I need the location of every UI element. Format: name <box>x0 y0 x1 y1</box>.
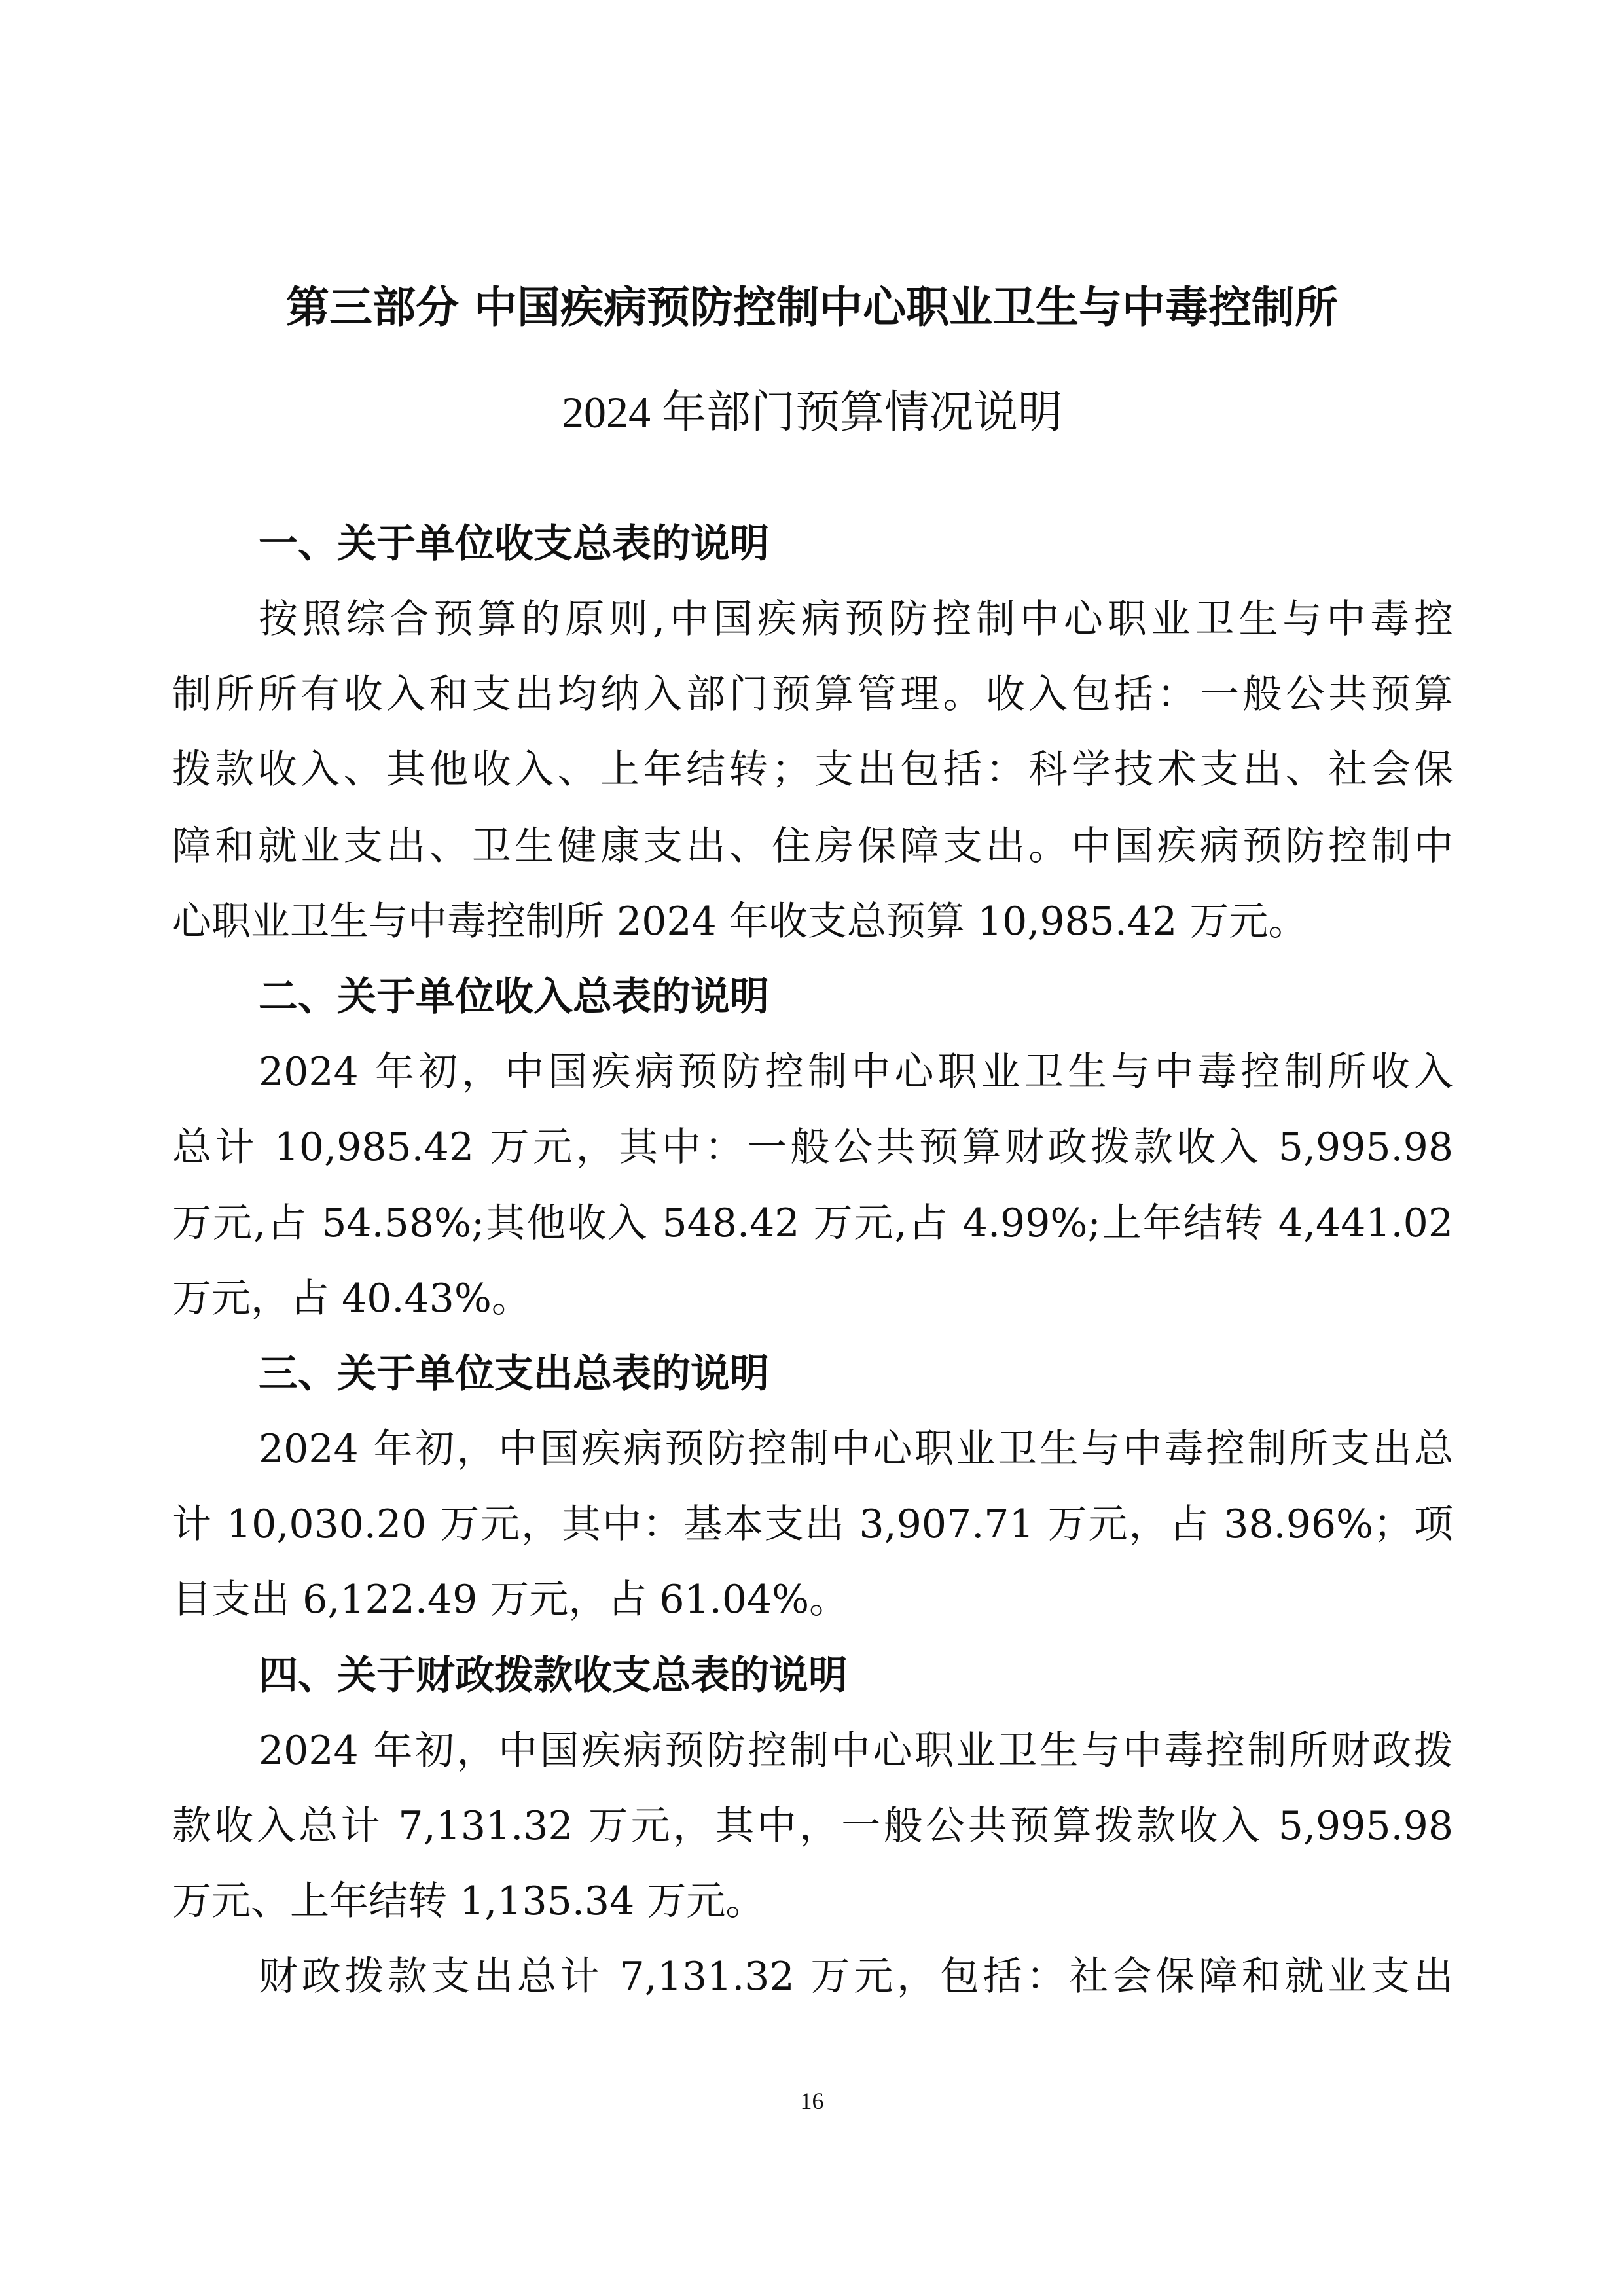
section-3-line: 计 10,030.20 万元，其中：基本支出 3,907.71 万元，占 38.96%；项 <box>172 1501 1453 1547</box>
section-3-line: 2024 年初，中国疾病预防控制中心职业卫生与中毒控制所支出总 <box>259 1426 1453 1472</box>
section-3-heading: 三、关于单位支出总表的说明 <box>259 1351 769 1397</box>
section-2-line: 总计 10,985.42 万元，其中：一般公共预算财政拨款收入 5,995.98 <box>172 1124 1453 1170</box>
document-title-line-2: 2024 年部门预算情况说明 <box>561 387 1062 437</box>
section-1-line: 按照综合预算的原则,中国疾病预防控制中心职业卫生与中毒控 <box>259 596 1453 642</box>
section-4-line: 2024 年初，中国疾病预防控制中心职业卫生与中毒控制所财政拨 <box>259 1728 1453 1774</box>
page-number: 16 <box>800 2088 824 2114</box>
section-1-line: 拨款收入、其他收入、上年结转；支出包括：科学技术支出、社会保 <box>172 747 1453 793</box>
section-3-line: 目支出 6,122.49 万元，占 61.04%。 <box>172 1577 849 1623</box>
section-4-extra-paragraph: 财政拨款支出总计 7,131.32 万元，包括：社会保障和就业支出 <box>259 1954 1453 2000</box>
section-4-heading: 四、关于财政拨款收支总表的说明 <box>259 1653 848 1698</box>
section-4-line: 万元、上年结转 1,135.34 万元。 <box>172 1878 765 1924</box>
section-1-line: 制所所有收入和支出均纳入部门预算管理。收入包括：一般公共预算 <box>172 672 1453 717</box>
section-4-line: 款收入总计 7,131.32 万元，其中，一般公共预算拨款收入 5,995.98 <box>172 1803 1453 1849</box>
section-2-line: 万元，占 40.43%。 <box>172 1276 531 1321</box>
section-2-line: 2024 年初，中国疾病预防控制中心职业卫生与中毒控制所收入 <box>259 1049 1453 1095</box>
section-1-heading: 一、关于单位收支总表的说明 <box>259 521 769 567</box>
section-2-line: 万元,占 54.58%;其他收入 548.42 万元,占 4.99%;上年结转 4,441.02 <box>172 1200 1453 1246</box>
section-1-line: 障和就业支出、卫生健康支出、住房保障支出。中国疾病预防控制中 <box>172 823 1453 869</box>
section-2-heading: 二、关于单位收入总表的说明 <box>259 974 769 1020</box>
document-title-line-1: 第三部分 中国疾病预防控制中心职业卫生与中毒控制所 <box>286 282 1338 332</box>
section-1-line: 心职业卫生与中毒控制所 2024 年收支总预算 10,985.42 万元。 <box>172 899 1308 944</box>
